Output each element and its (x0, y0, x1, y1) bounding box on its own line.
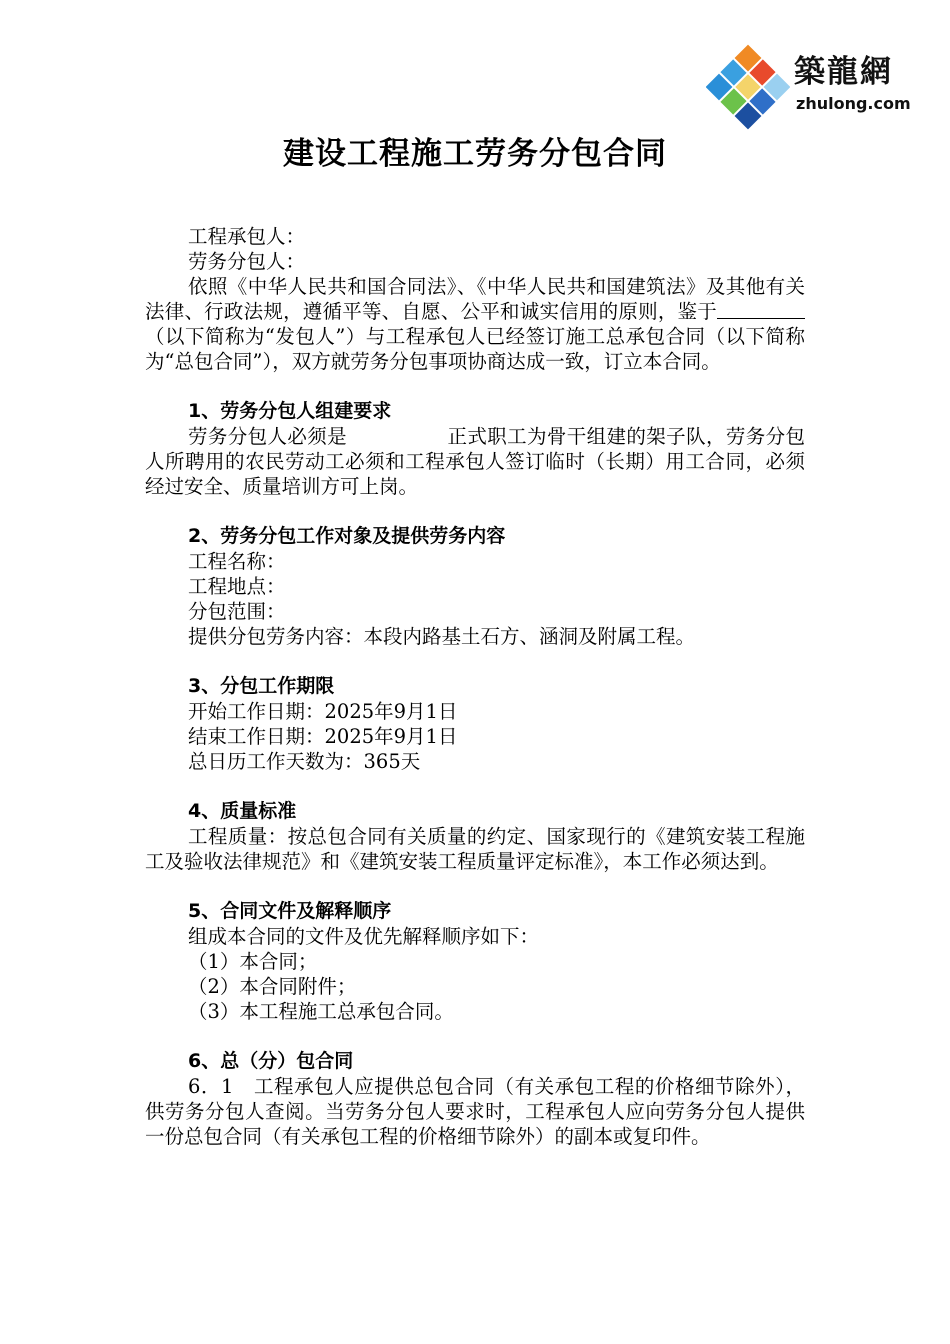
document-list-item: （3）本工程施工总承包合同。 (188, 1000, 454, 1023)
logo-name-cn: 築龍網 (794, 54, 893, 90)
section-6-heading: 6、总（分）包合同 (188, 1050, 354, 1072)
section-5-heading: 5、合同文件及解释顺序 (188, 900, 392, 922)
total-days-line: 总日历工作天数为：365天 (188, 750, 421, 773)
logo-domain: zhulong.com (796, 94, 911, 113)
section-6-paragraph: 6．1 工程承包人应提供总包合同（有关承包工程的价格细节除外），供劳务分包人查阅。当劳务分包人要求时，工程承包人应向劳务分包人提供一份总包合同（有关承包工程的价格细节除外）的副本或复印件。 (145, 1075, 805, 1148)
project-name-line: 工程名称： (188, 550, 286, 573)
project-location-line: 工程地点： (188, 575, 286, 598)
quality-paragraph: 工程质量：按总包合同有关质量的约定、国家现行的《建筑安装工程施工及验收法律规范》和《建筑安装工程质量评定标准》，本工作必须达到。 (145, 825, 805, 873)
contract-body (145, 224, 805, 1149)
zhulong-logo (706, 44, 920, 130)
section-1-heading: 1、劳务分包人组建要求 (188, 400, 392, 422)
section-2-heading: 2、劳务分包工作对象及提供劳务内容 (188, 525, 506, 547)
section-4-heading: 4、质量标准 (188, 800, 297, 822)
end-date-line: 结束工作日期：2025年9月1日 (188, 725, 458, 748)
document-list-item: （1）本合同； (188, 950, 318, 973)
preamble-text-1: 依照《中华人民共和国合同法》、《中华人民共和国建筑法》及其他有关法律、行政法规，遵循平等、自愿、公平和诚实信用的原则，鉴于 (145, 275, 805, 323)
section-1-text-b: 正式职工为骨干组建的架子队，劳务分包人所聘用的农民劳动工必须和工程承包人签订临时（长期）用工合同，必须经过安全、质量培训方可上岗。 (145, 425, 805, 498)
subcontract-scope-line: 分包范围： (188, 600, 286, 623)
cube-logo-icon (706, 44, 790, 130)
contractor-line: 工程承包人： (188, 225, 306, 248)
labor-content-line: 提供分包劳务内容：本段内路基土石方、涵洞及附属工程。 (188, 625, 696, 648)
document-title: 建设工程施工劳务分包合同 (283, 136, 667, 172)
subcontractor-line: 劳务分包人： (188, 250, 306, 273)
employer-blank (717, 300, 805, 319)
document-list-item: （2）本合同附件； (188, 975, 357, 998)
section-1-text-a: 劳务分包人必须是 (188, 425, 348, 448)
section-3-heading: 3、分包工作期限 (188, 675, 335, 697)
documents-intro: 组成本合同的文件及优先解释顺序如下： (188, 925, 540, 948)
start-date-line: 开始工作日期：2025年9月1日 (188, 700, 458, 723)
section-1-paragraph (145, 424, 805, 499)
preamble-paragraph (145, 274, 805, 374)
preamble-text-2: （以下简称为“发包人”）与工程承包人已经签订施工总承包合同（以下简称为“总包合同”），双方就劳务分包事项协商达成一致，订立本合同。 (145, 325, 805, 373)
